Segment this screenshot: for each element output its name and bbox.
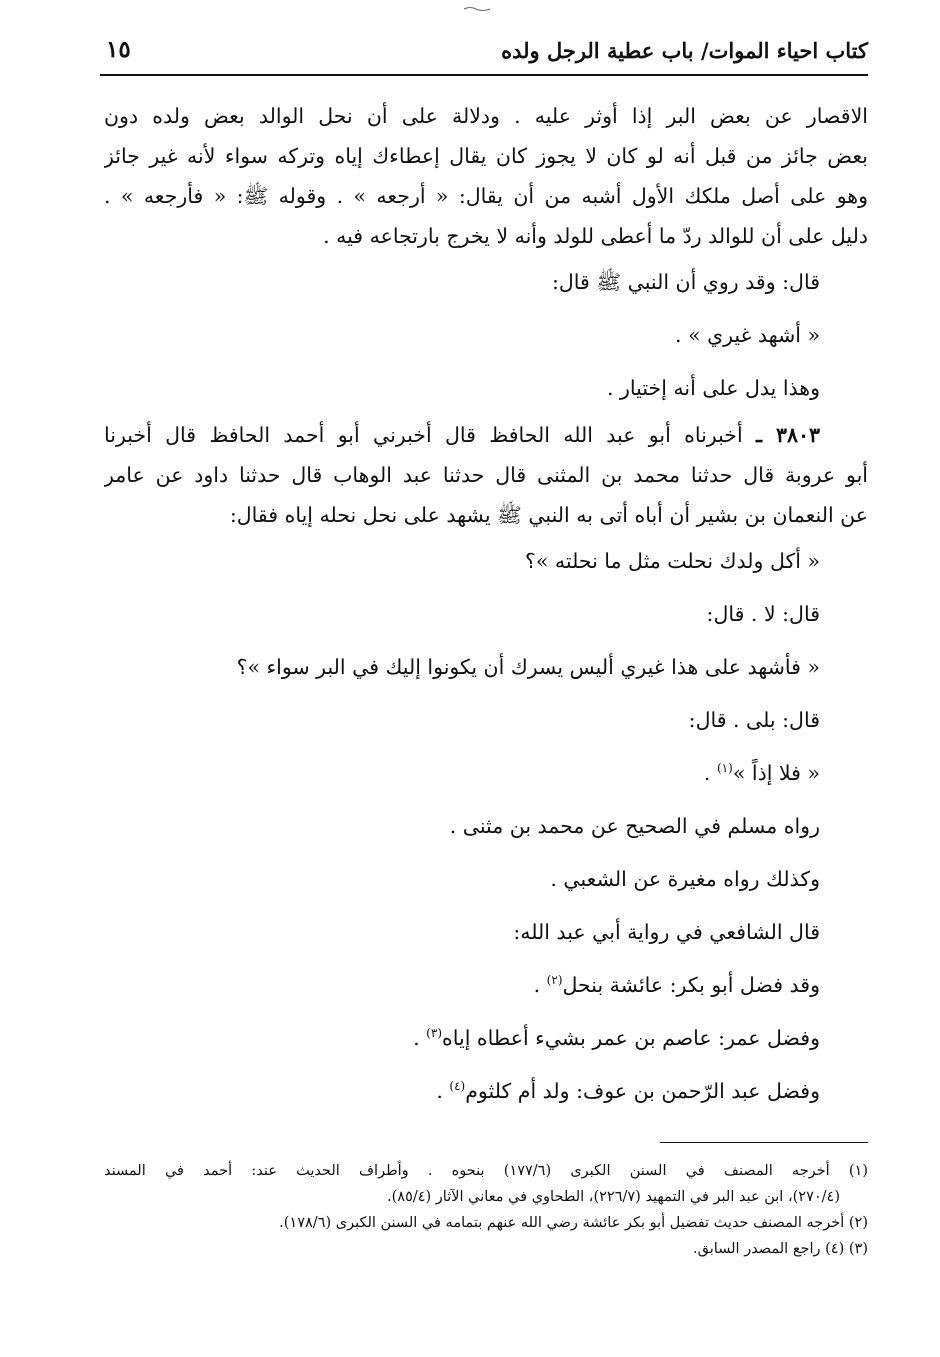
text-line: قال الشافعي في رواية أبي عبد الله:: [513, 920, 820, 944]
footnotes: [104, 1158, 868, 1262]
text-line: [104, 747, 868, 800]
ornament-mark: [462, 6, 492, 12]
text-line: قال: لا . قال:: [706, 602, 820, 626]
text-line: أبو عروبة قال حدثنا محمد بن المثنى قال حدثنا عبد الوهاب قال حدثنا داود عن عامر: [104, 463, 868, 487]
text-line: الاقصار عن بعض البر إذا أوثر عليه . ودلالة على أن نحل الوالد بعض ولده دون: [104, 104, 868, 128]
footnote-ref[interactable]: (٢): [546, 973, 563, 988]
footnote-line: (٣) (٤) راجع المصدر السابق.: [693, 1241, 868, 1257]
footnote-line: (٢) أخرجه المصنف حديث تفضيل أبو بكر عائشة رضي الله عنهم بتمامه في السنن الكبرى (١٧٨/٦).: [279, 1215, 868, 1231]
footnote-line: (٢٧٠/٤)، ابن عبد البر في التمهيد (٢٢٦/٧)، الطحاوي في معاني الآثار (٨٥/٤).: [387, 1189, 840, 1205]
hadith-number: ٣٨٠٣ ـ: [755, 423, 820, 447]
text-line: قال: وقد روي أن النبي ﷺ قال:: [551, 270, 820, 294]
text-line: « أشهد غيري » .: [674, 323, 820, 347]
text-line: « فأشهد على هذا غيري أليس يسرك أن يكونوا إليك في البر سواء »؟: [236, 655, 820, 679]
page-header: [100, 34, 868, 70]
hadith-text: أخبرناه أبو عبد الله الحافظ قال أخبرني أبو أحمد الحافظ قال أخبرنا: [104, 423, 743, 447]
line-text: وفضل عبد الرّحمن بن عوف: ولد أم كلثوم: [465, 1079, 820, 1103]
running-title: كتاب احياء الموات/ باب عطية الرجل ولده: [501, 38, 868, 63]
period: .: [413, 1026, 420, 1050]
text-line: عن النعمان بن بشير أن أباه أتى به النبي ﷺ يشهد على نحل نحله إياه فقال:: [229, 503, 868, 527]
hadith-line: [104, 415, 868, 455]
text-line: قال: بلى . قال:: [688, 708, 820, 732]
footnote-divider: [660, 1142, 868, 1143]
main-text: [104, 96, 868, 1118]
header-divider: [100, 74, 868, 76]
text-line: « أكل ولدك نحلت مثل ما نحلته »؟: [524, 549, 820, 573]
line-text: وفضل عمر: عاصم بن عمر بشيء أعطاه إياه: [442, 1026, 820, 1050]
text-line: بعض جائز من قبل أنه لو كان لا يجوز كان يقال إعطاءك إياه وتركه سواء لأنه غير جائز: [104, 144, 868, 168]
period: .: [533, 973, 541, 997]
text-line: وكذلك رواه مغيرة عن الشعبي .: [550, 867, 820, 891]
quote-text: « فلا إذاً »: [732, 761, 820, 785]
text-line: وهذا يدل على أنه إختيار .: [606, 376, 820, 400]
text-line: [104, 1065, 868, 1118]
period: .: [703, 761, 711, 785]
page-number: ١٥: [106, 36, 131, 63]
text-line: [104, 959, 868, 1012]
text-line: [104, 1012, 868, 1065]
line-text: وقد فضل أبو بكر: عائشة بنحل: [562, 973, 820, 997]
text-line: رواه مسلم في الصحيح عن محمد بن مثنى .: [449, 814, 820, 838]
text-line: دليل على أن للوالد ردّ ما أعطى للولد وأنه لا يخرج بارتجاعه فيه .: [323, 224, 868, 248]
footnote-ref[interactable]: (١): [716, 761, 733, 776]
period: .: [436, 1079, 443, 1103]
text-line: وهو على أصل ملكك الأول أشبه من أن يقال: « أرجعه » . وقوله ﷺ: « فأرجعه » .: [104, 184, 868, 208]
footnote-ref[interactable]: (٤): [449, 1079, 466, 1094]
footnote-ref[interactable]: (٣): [426, 1026, 442, 1041]
footnote-line: (١) أخرجه المصنف في السنن الكبرى (١٧٧/٦) بنحوه . وأطراف الحديث عند: أحمد في المسند: [104, 1163, 868, 1179]
